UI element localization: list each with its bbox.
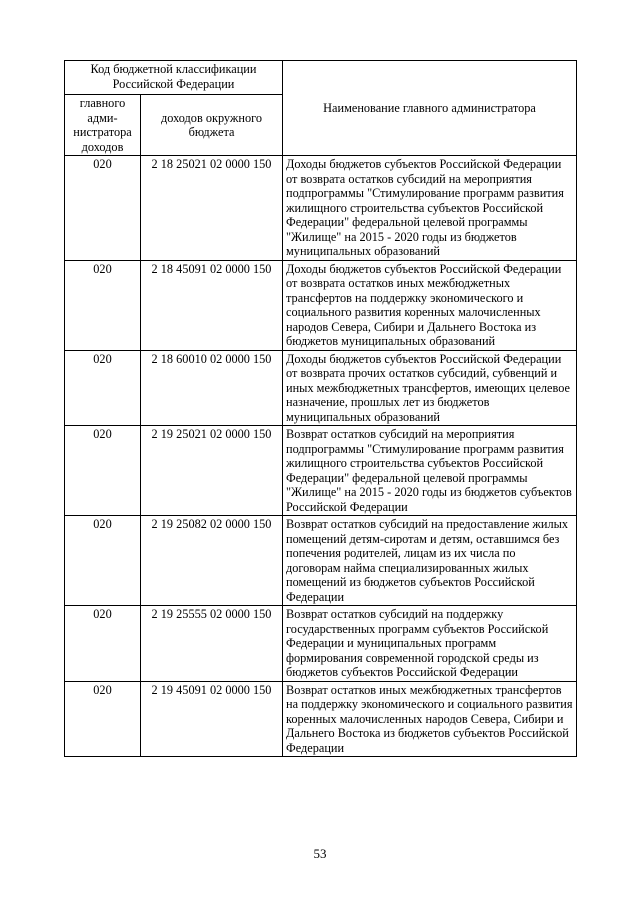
table-row [65, 681, 577, 757]
header-row-top [65, 61, 577, 95]
administrator-name-cell: Возврат остатков иных межбюджетных трансфертов на поддержку экономического и социального развития коренных малочисленных народов Севера, Сибири и Дальнего Востока из бюджетов субъектов Российской Федерации [283, 681, 577, 757]
income-code-cell: 2 19 25082 02 0000 150 [141, 516, 283, 606]
income-code-cell: 2 18 60010 02 0000 150 [141, 350, 283, 426]
table-row [65, 606, 577, 682]
page-number: 53 [313, 846, 327, 861]
income-code-cell: 2 18 45091 02 0000 150 [141, 260, 283, 350]
administrator-name-cell: Возврат остатков субсидий на мероприятия подпрограммы "Стимулирование программ развития жилищного строительства субъектов Российской Федерации" федеральной целевой программы "Жилище" на 2015 - 2020 годы из бюджетов субъектов Российской Федерации [283, 426, 577, 516]
income-code-cell: 2 18 25021 02 0000 150 [141, 156, 283, 261]
table-row [65, 350, 577, 426]
admin-code-cell: 020 [65, 426, 141, 516]
admin-code-cell: 020 [65, 260, 141, 350]
administrator-name-cell: Доходы бюджетов субъектов Российской Федерации от возврата остатков субсидий на мероприятия подпрограммы "Стимулирование программ развития жилищного строительства субъектов Российской Федерации" федеральной целевой программы "Жилище" на 2015 - 2020 годы из бюджетов муниципальных образований [283, 156, 577, 261]
admin-code-cell: 020 [65, 681, 141, 757]
table-row [65, 426, 577, 516]
admin-code-cell: 020 [65, 156, 141, 261]
header-group-label: Код бюджетной классификации Российской Федерации [65, 61, 283, 95]
income-code-cell: 2 19 25021 02 0000 150 [141, 426, 283, 516]
table-row [65, 516, 577, 606]
table-row [65, 156, 577, 261]
admin-code-cell: 020 [65, 606, 141, 682]
administrator-name-cell: Возврат остатков субсидий на предоставление жилых помещений детям-сиротам и детям, оставшимся без попечения родителей, лицам из их числа по договорам найма специализированных жилых помещений из бюджетов субъектов Российской Федерации [283, 516, 577, 606]
administrator-name-cell: Возврат остатков субсидий на поддержку государственных программ субъектов Российской Федерации и муниципальных программ формирования современной городской среды из бюджетов субъектов Российской Федерации [283, 606, 577, 682]
admin-code-cell: 020 [65, 516, 141, 606]
table-row [65, 260, 577, 350]
header-name-column: Наименование главного администратора [283, 61, 577, 156]
income-code-cell: 2 19 25555 02 0000 150 [141, 606, 283, 682]
admin-code-cell: 020 [65, 350, 141, 426]
administrator-name-cell: Доходы бюджетов субъектов Российской Федерации от возврата остатков иных межбюджетных трансфертов на поддержку экономического и социального развития коренных малочисленных народов Севера, Сибири и Дальнего Востока из бюджетов муниципальных образований [283, 260, 577, 350]
budget-classification-table [64, 60, 577, 757]
income-code-cell: 2 19 45091 02 0000 150 [141, 681, 283, 757]
administrator-name-cell: Доходы бюджетов субъектов Российской Федерации от возврата прочих остатков субсидий, субвенций и иных межбюджетных трансфертов, имеющих целевое назначение, прошлых лет из бюджетов муниципальных образований [283, 350, 577, 426]
header-income-column: доходов окружного бюджета [141, 95, 283, 156]
header-admin-column: главного адми-нистратора доходов [65, 95, 141, 156]
